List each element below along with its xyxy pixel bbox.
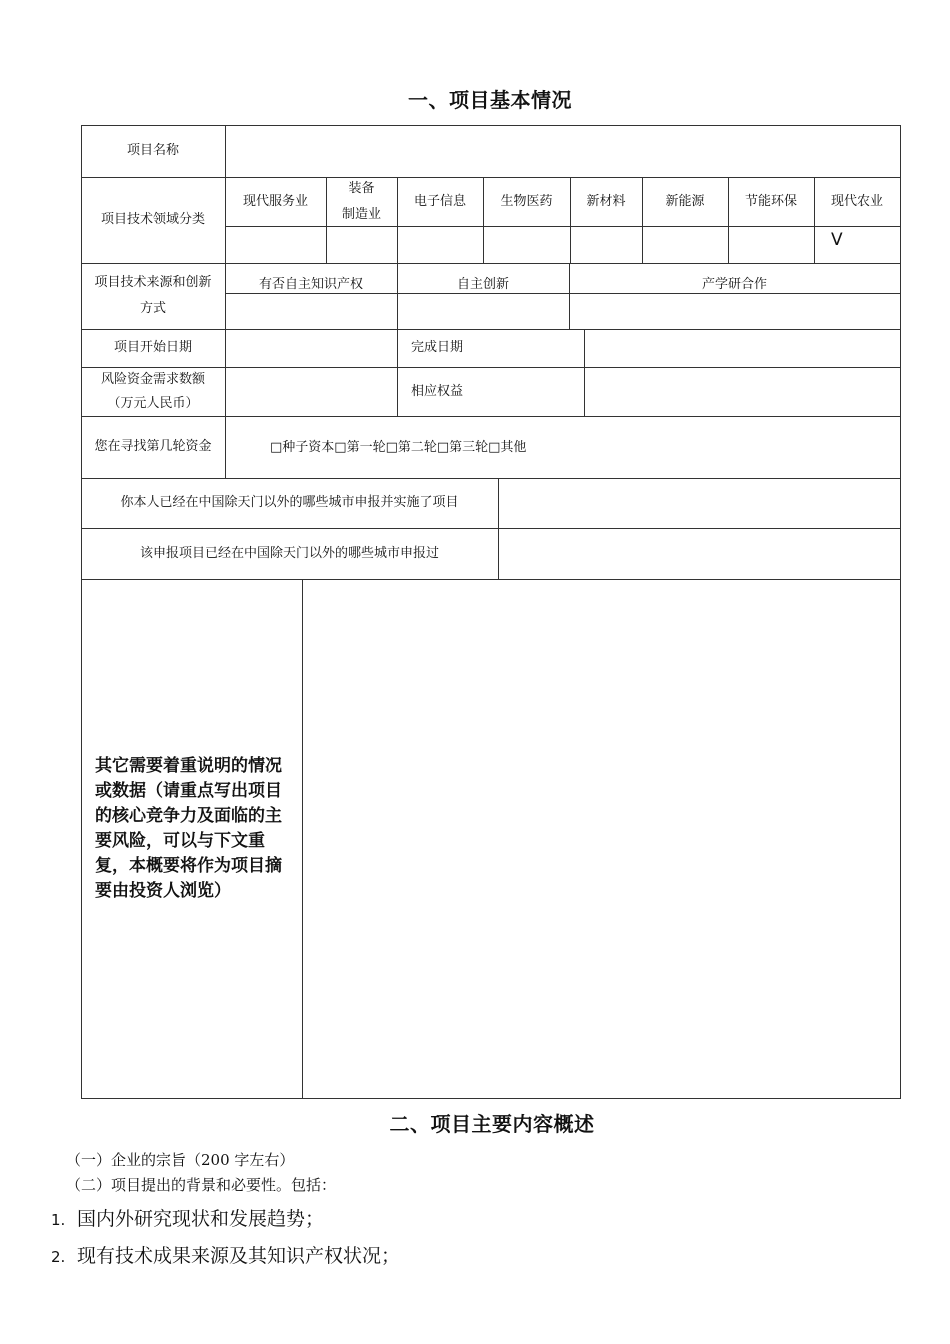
cities-implemented-field[interactable] — [499, 479, 900, 528]
source-ip: 有否自主知识产权 — [258, 277, 363, 292]
section2-item-background: （二）项目提出的背景和必要性。包括： — [66, 1176, 337, 1194]
other-notes-label: 其它需要着重说明的情况或数据（请重点写出项目的核心竞争力及面临的主要风险，可以与下文重复，本概要将作为项目摘要由投资人浏览） — [95, 756, 282, 901]
other-notes-field[interactable] — [303, 580, 900, 1098]
project-name-label: 项目名称 — [126, 143, 179, 158]
source-industry-academia: 产学研合作 — [701, 277, 767, 292]
end-date-field[interactable] — [585, 330, 900, 367]
tech-field-energy-saving: 节能环保 — [744, 193, 797, 209]
section2-title: 二、项目主要内容概述 — [389, 1112, 595, 1136]
cities-applied-label: 该申报项目已经在中国除天门以外的哪些城市申报过 — [139, 545, 439, 561]
list-number: 1. — [51, 1211, 66, 1229]
cities-applied-field[interactable] — [499, 529, 900, 579]
risk-capital-label: 风险资金需求数额 （万元人民币） — [100, 371, 205, 411]
source-independent: 自主创新 — [456, 277, 509, 292]
start-date-field[interactable] — [226, 330, 397, 367]
cities-implemented-label: 你本人已经在中国除天门以外的哪些城市申报并实施了项目 — [120, 495, 459, 510]
list-number: 2. — [51, 1248, 66, 1266]
list-item — [51, 1241, 400, 1268]
tech-field-equipment: 装备 制造业 — [341, 180, 381, 222]
tech-field-selected-mark[interactable]: V — [831, 230, 843, 250]
funding-round-options[interactable]: □种子资本□第一轮□第二轮□第三轮□其他 — [270, 440, 527, 455]
list-item — [51, 1204, 324, 1231]
start-date-label: 项目开始日期 — [113, 340, 192, 355]
list-text: 国内外研究现状和发展趋势； — [77, 1208, 325, 1230]
tech-field-biomed: 生物医药 — [500, 193, 553, 209]
end-date-label: 完成日期 — [411, 340, 464, 355]
equity-field[interactable] — [585, 368, 900, 416]
list-text: 现有技术成果来源及其知识产权状况； — [77, 1245, 401, 1267]
tech-field-modern-agriculture: 现代农业 — [830, 193, 883, 209]
equity-label: 相应权益 — [411, 384, 464, 399]
risk-capital-field[interactable] — [226, 368, 397, 416]
funding-round-label: 您在寻找第几轮资金 — [94, 439, 212, 454]
tech-field-new-materials: 新材料 — [586, 193, 626, 209]
tech-field-label: 项目技术领域分类 — [100, 212, 205, 227]
source-label: 项目技术来源和创新 方式 — [94, 275, 212, 316]
project-name-field[interactable] — [226, 126, 900, 177]
tech-field-new-energy: 新能源 — [665, 193, 705, 209]
tech-field-electronics: 电子信息 — [413, 193, 466, 209]
section-title: 一、项目基本情况 — [408, 88, 572, 112]
section2-item-mission: （一）企业的宗旨（200 字左右） — [66, 1151, 295, 1169]
tech-field-modern-service: 现代服务业 — [242, 193, 308, 209]
